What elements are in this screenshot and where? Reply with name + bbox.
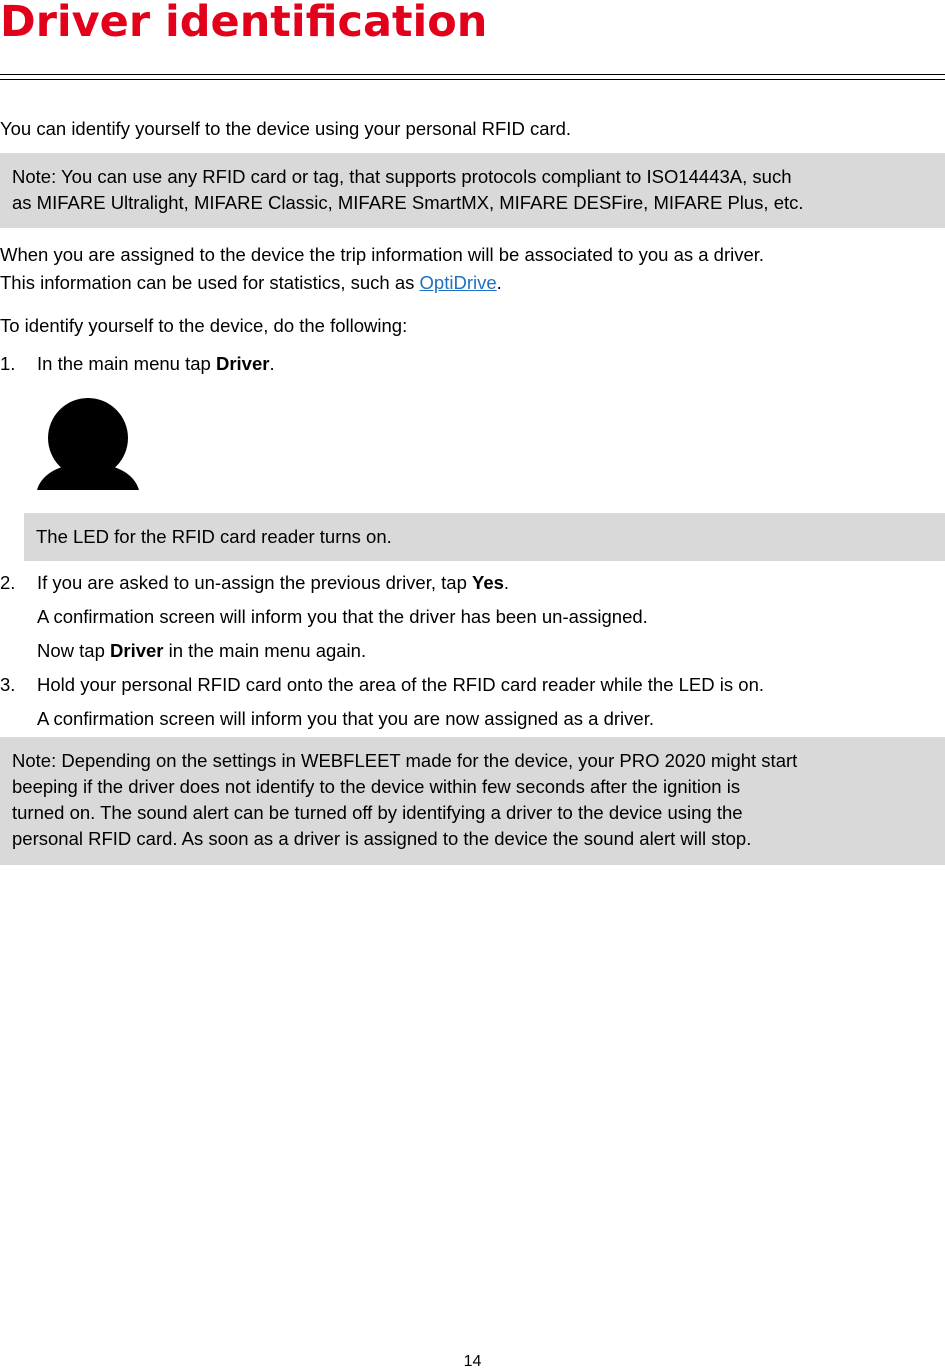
assigned-paragraph-line: When you are assigned to the device the trip information will be associated to you as a driver. (0, 244, 765, 265)
rfid-card-note (0, 153, 945, 228)
text-span: This information can be used for statistics, such as (0, 272, 420, 293)
step-3-followup: A confirmation screen will inform you that you are now assigned as a driver. (37, 708, 654, 729)
text-span: Now tap (37, 640, 111, 661)
yes-label: Yes (472, 572, 504, 593)
note-line: beeping if the driver does not identify to the device within few seconds after the ignition is (12, 776, 741, 797)
step-2-text (37, 570, 509, 596)
step-number: 1. (0, 353, 16, 374)
page-number: 14 (463, 1353, 482, 1370)
driver-menu-label: Driver (110, 640, 164, 661)
text-span: . (269, 353, 275, 374)
text-span: . (503, 572, 510, 593)
note-line: as MIFARE Ultralight, MIFARE Classic, MIFARE SmartMX, MIFARE DESFire, MIFARE Plus, etc. (12, 192, 804, 213)
text-span: If you are asked to un-assign the previous driver, tap (37, 572, 472, 593)
note-line: Note: You can use any RFID card or tag, that supports protocols compliant to ISO14443A, such (12, 166, 792, 187)
note-line: turned on. The sound alert can be turned off by identifying a driver to the device using the (12, 802, 743, 823)
sound-alert-note (0, 737, 945, 865)
intro-paragraph: You can identify yourself to the device using your personal RFID card. (0, 118, 572, 139)
note-line: Note: Depending on the settings in WEBFLEET made for the device, your PRO 2020 might start (12, 750, 798, 771)
page-title: Driver identification (0, 0, 488, 47)
note-line: personal RFID card. As soon as a driver is assigned to the device the sound alert will stop. (12, 828, 752, 849)
driver-person-icon (37, 396, 139, 490)
step-1-text (37, 351, 275, 377)
step-3-text: Hold your personal RFID card onto the area of the RFID card reader while the LED is on. (37, 674, 764, 695)
step-2-followup: A confirmation screen will inform you that the driver has been un-assigned. (37, 606, 648, 627)
driver-menu-label: Driver (215, 353, 270, 374)
text-span: in the main menu again. (163, 640, 367, 661)
title-divider (0, 74, 945, 80)
assigned-paragraph-line (0, 270, 502, 296)
instructions-intro: To identify yourself to the device, do the following: (0, 315, 408, 336)
text-span: . (496, 272, 502, 293)
led-note (24, 513, 945, 561)
step-number: 3. (0, 674, 16, 695)
note-line: The LED for the RFID card reader turns on. (36, 526, 392, 547)
optidrive-link[interactable]: OptiDrive (419, 272, 497, 293)
text-span: In the main menu tap (37, 353, 216, 374)
step-2-followup (37, 638, 366, 664)
step-number: 2. (0, 572, 16, 593)
